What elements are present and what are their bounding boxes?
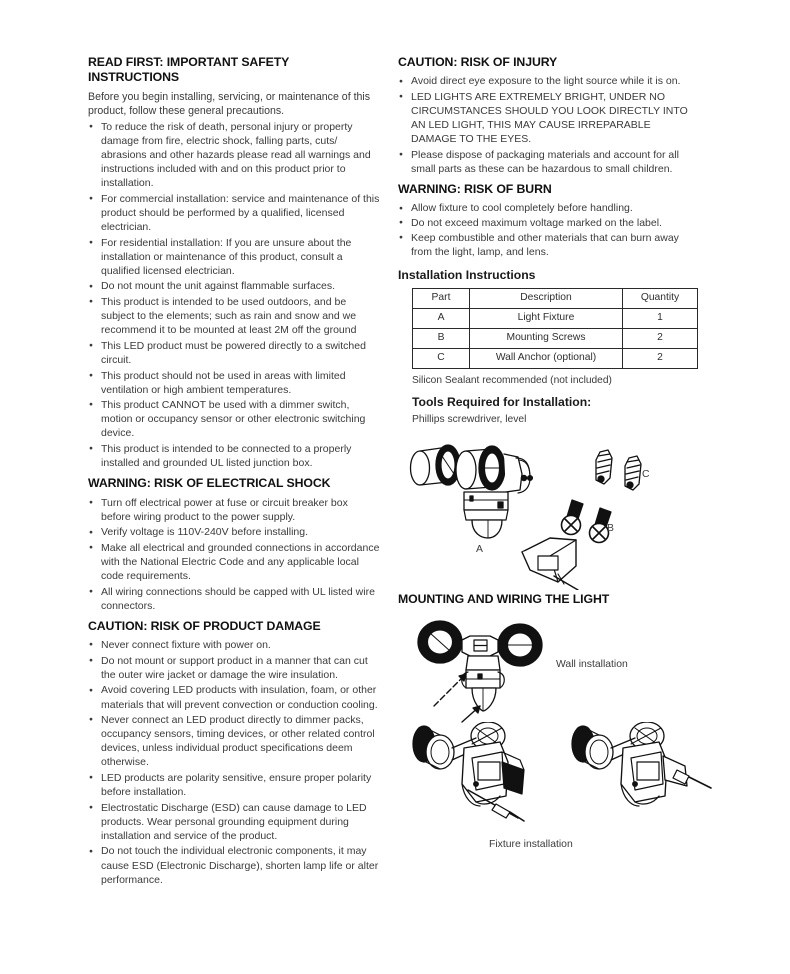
list-item: ● Do not mount or support product in a manner that can cut the outer wire jacket or damage the wire insulation. — [88, 654, 380, 682]
cell-quantity: 2 — [623, 349, 698, 369]
column-header-description: Description — [470, 289, 623, 309]
section-heading-risk-of-burn: WARNING: RISK OF BURN — [398, 182, 552, 197]
list-item: ● Verify voltage is 110V-240V before installing. — [88, 525, 380, 539]
cell-quantity: 2 — [623, 329, 698, 349]
section-heading-electrical-shock: WARNING: RISK OF ELECTRICAL SHOCK — [88, 476, 331, 491]
electrical-shock-list — [88, 496, 380, 613]
fixture-installation-figure-right — [565, 722, 715, 837]
cell-part: A — [413, 309, 470, 329]
list-item: ● All wiring connections should be capped with UL listed wire connectors. — [88, 585, 380, 613]
list-item: ● Make all electrical and grounded connections in accordance with the National Electric Code and any applicable local code requirements. — [88, 541, 380, 583]
list-item: ● Allow fixture to cool completely before handling. — [398, 201, 698, 215]
left-column — [88, 55, 380, 893]
list-item: ● This LED product must be powered directly to a switched circuit. — [88, 339, 380, 367]
list-item: ● This product is intended to be used outdoors, and be subject to the elements; such as rain and snow and we recommend it to be mounted at least 2M off the ground — [88, 295, 380, 337]
tools-required-heading: Tools Required for Installation: — [412, 395, 592, 409]
wall-installation-caption: Wall installation — [556, 659, 628, 670]
table-row — [413, 329, 698, 349]
table-header-row — [413, 289, 698, 309]
parts-table — [412, 288, 698, 369]
list-item: ● Please dispose of packaging materials and account for all small parts as these can be hazardous to small children. — [398, 148, 698, 176]
cell-description: Wall Anchor (optional) — [470, 349, 623, 369]
section-heading-risk-of-injury: CAUTION: RISK OF INJURY — [398, 55, 558, 69]
product-damage-list — [88, 638, 380, 887]
list-item: ● Never connect fixture with power on. — [88, 638, 380, 652]
parts-diagram-illustration — [396, 440, 706, 590]
tools-required-text: Phillips screwdriver, level — [412, 414, 527, 426]
mounting-wiring-heading: MOUNTING AND WIRING THE LIGHT — [398, 592, 610, 606]
list-item: ● Turn off electrical power at fuse or circuit breaker box before wiring product to the power supply. — [88, 496, 380, 524]
cell-description: Mounting Screws — [470, 329, 623, 349]
section-heading-product-damage: CAUTION: RISK OF PRODUCT DAMAGE — [88, 618, 321, 633]
safety-instructions-list — [88, 120, 380, 470]
list-item: ● Do not mount the unit against flammable surfaces. — [88, 279, 380, 293]
list-item: ● Do not touch the individual electronic components, it may cause ESD (Electronic Discharge), shorten lamp life or alter performance. — [88, 844, 380, 886]
parts-label-screws: B — [607, 523, 614, 534]
parts-diagram — [396, 440, 706, 590]
fixture-installation-caption: Fixture installation — [489, 839, 573, 850]
list-item: ● For commercial installation: service and maintenance of this product should be performed by a qualified, licensed electrician. — [88, 192, 380, 234]
list-item: ● Avoid direct eye exposure to the light source while it is on. — [398, 74, 698, 88]
list-item: ● LED products are polarity sensitive, ensure proper polarity before installation. — [88, 771, 380, 799]
right-column — [398, 55, 698, 425]
risk-of-burn-list — [398, 201, 698, 258]
cell-part: C — [413, 349, 470, 369]
fixture-installation-illustration-left — [406, 722, 556, 837]
list-item: ● Do not exceed maximum voltage marked on the label. — [398, 216, 698, 230]
cell-quantity: 1 — [623, 309, 698, 329]
risk-of-injury-list — [398, 74, 698, 176]
table-row — [413, 349, 698, 369]
list-item: ● To reduce the risk of death, personal injury or property damage from fire, electric shock, falling parts, cuts/ abrasions and other hazards please read all warnings and instructions included with and on this product prior to installation. — [88, 120, 380, 190]
list-item: ● Avoid covering LED products with insulation, foam, or other materials that will prevent convection or conduction cooling. — [88, 683, 380, 711]
list-item: ● This product CANNOT be used with a dimmer switch, motion or occupancy sensor or other electronic switching device. — [88, 398, 380, 440]
fixture-installation-illustration-right — [565, 722, 715, 837]
safety-intro-text: Before you begin installing, servicing, or maintenance of this product, follow these general precautions. — [88, 90, 371, 117]
list-item: ● Keep combustible and other materials that can burn away from the light, lamp, and lens. — [398, 231, 698, 259]
list-item: ● This product is intended to be connected to a properly installed and grounded UL listed junction box. — [88, 442, 380, 470]
table-row — [413, 309, 698, 329]
section-heading-safety-instructions: READ FIRST: IMPORTANT SAFETY INSTRUCTIONS — [88, 55, 290, 85]
list-item: ● Never connect an LED product directly to dimmer packs, occupancy sensors, timing devices, or other related control devices, unless individual product specifications deem otherwise. — [88, 713, 380, 769]
fixture-installation-figure-left — [406, 722, 556, 837]
sealant-note: Silicon Sealant recommended (not included) — [412, 375, 612, 386]
column-header-part: Part — [413, 289, 470, 309]
cell-part: B — [413, 329, 470, 349]
cell-description: Light Fixture — [470, 309, 623, 329]
parts-label-fixture: A — [476, 544, 483, 555]
list-item: ● LED LIGHTS ARE EXTREMELY BRIGHT, UNDER NO CIRCUMSTANCES SHOULD YOU LOOK DIRECTLY INTO AN LED LIGHT, THIS MAY CAUSE IRREPARABLE DAMAGE TO THE EYES. — [398, 90, 698, 146]
list-item: ● This product should not be used in areas with limited ventilation or high ambient temperatures. — [88, 369, 380, 397]
installation-instructions-heading: Installation Instructions — [398, 267, 536, 282]
parts-label-anchors: C — [642, 469, 650, 480]
list-item: ● For residential installation: If you are unsure about the installation or maintenance of this product, consult a qualified licensed electrician. — [88, 236, 380, 278]
list-item: ● Electrostatic Discharge (ESD) can cause damage to LED products. Wear personal grounding equipment during installation and service of the product. — [88, 801, 380, 843]
column-header-quantity: Quantity — [623, 289, 698, 309]
